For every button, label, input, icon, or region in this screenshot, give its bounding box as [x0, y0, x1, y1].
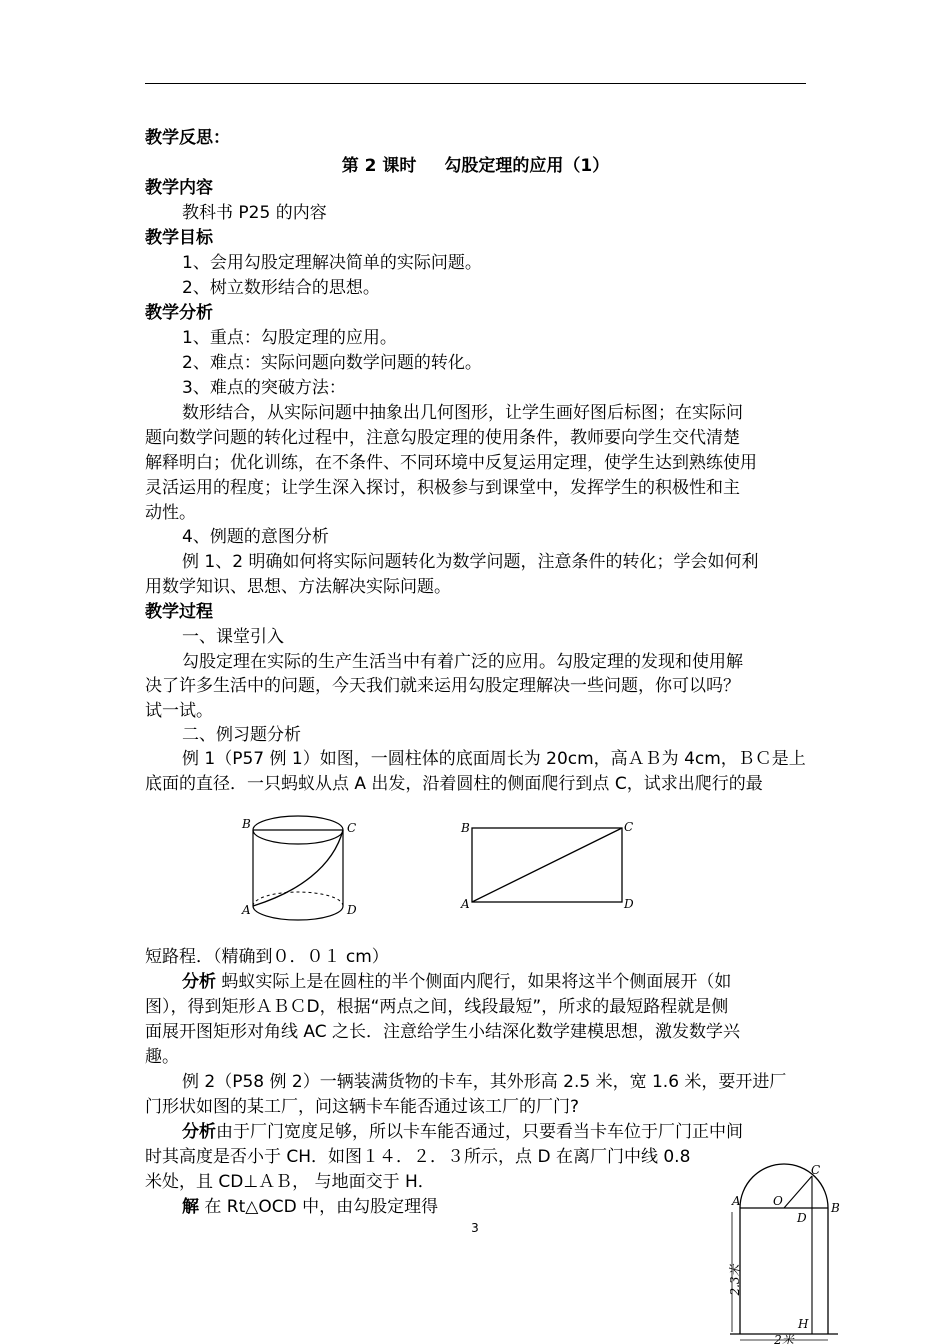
example1-tail: 短路程．（精确到０．０１ cm） — [145, 947, 389, 967]
example1-analysis-line: 面展开图矩形对角线 AC 之长．注意给学生小结深化数学建模思想，激发数学兴 — [145, 1022, 741, 1042]
example1-analysis-line: 图），得到矩形ＡＢＣD，根据“两点之间，线段最短”，所求的最短路程就是侧 — [145, 997, 729, 1017]
intent-line: 用数学知识、思想、方法解决实际问题。 — [145, 577, 451, 597]
intent-heading: 4、例题的意图分析 — [182, 527, 329, 547]
label-b: B — [831, 1201, 840, 1215]
label-b: B — [242, 817, 251, 831]
label-a: A — [461, 897, 470, 911]
example2-analysis-line — [182, 1119, 802, 1145]
examples-heading: 二、例习题分析 — [182, 725, 301, 745]
label-a: A — [732, 1194, 741, 1208]
lesson-name: 勾股定理的应用（1） — [444, 156, 610, 176]
height-label: 2.3米 — [728, 1264, 742, 1296]
label-h: H — [798, 1317, 809, 1331]
method-line: 动性。 — [145, 503, 196, 523]
label-d: D — [347, 903, 357, 917]
rectangle-figure — [458, 818, 638, 912]
label-b: B — [461, 821, 470, 835]
method-line: 题向数学问题的转化过程中，注意勾股定理的使用条件，教师要向学生交代清楚 — [145, 428, 740, 448]
label-c: C — [624, 820, 634, 834]
goal-item: 1、会用勾股定理解决简单的实际问题。 — [182, 253, 482, 273]
solution-line — [182, 1194, 702, 1220]
analysis-item: 3、难点的突破方法： — [182, 378, 346, 398]
content-heading: 教学内容 — [145, 178, 213, 198]
label-d: D — [624, 897, 634, 911]
example1-line: 底面的直径．一只蚂蚁从点 A 出发，沿着圆柱的侧面爬行到点 C，试求出爬行的最 — [145, 774, 763, 794]
lesson-number: 第 2 课时 — [341, 156, 417, 176]
analysis-label: 分析 — [182, 972, 216, 992]
example2-line: 例 2（P58 例 2）一辆装满货物的卡车，其外形高 2.5 米，宽 1.6 米，要开进厂 — [182, 1072, 787, 1092]
header-rule — [145, 83, 806, 84]
solution-text: 在 Rt△OCD 中，由勾股定理得 — [199, 1197, 439, 1217]
analysis-text: 蚂蚁实际上是在圆柱的半个侧面内爬行，如果将这半个侧面展开（如 — [216, 972, 732, 992]
lesson-title — [145, 151, 806, 176]
analysis-item: 1、重点：勾股定理的应用。 — [182, 328, 397, 348]
intro-line: 决了许多生活中的问题，今天我们就来运用勾股定理解决一些问题，你可以吗？ — [145, 676, 740, 696]
label-d: D — [797, 1211, 807, 1225]
example2-analysis-line: 时其高度是否小于 CH．如图１４．２．３所示，点 D 在离厂门中线 0.8 — [145, 1147, 691, 1167]
reflection-heading: 教学反思： — [145, 128, 230, 148]
process-heading: 教学过程 — [145, 602, 213, 622]
label-c: C — [347, 821, 357, 835]
example1-analysis-line: 趣。 — [145, 1047, 179, 1067]
width-label: 2米 — [774, 1333, 794, 1344]
label-o: O — [773, 1194, 783, 1208]
intro-heading: 一、课堂引入 — [182, 627, 284, 647]
analysis-item: 2、难点：实际问题向数学问题的转化。 — [182, 353, 482, 373]
example1-analysis-line — [182, 969, 806, 995]
analysis-heading: 教学分析 — [145, 303, 213, 323]
analysis-label: 分析 — [182, 1122, 216, 1142]
intent-line: 例 1、2 明确如何将实际问题转化为数学问题，注意条件的转化；学会如何利 — [182, 552, 759, 572]
example1-line: 例 1（P57 例 1）如图，一圆柱体的底面周长为 20cm，高ＡＢ为 4cm，ＢＣ是上 — [182, 749, 806, 769]
method-line: 数形结合，从实际问题中抽象出几何图形，让学生画好图后标图；在实际问 — [182, 403, 743, 423]
label-a: A — [242, 903, 251, 917]
cylinder-figure — [238, 812, 368, 924]
goals-heading: 教学目标 — [145, 228, 213, 248]
solution-label: 解 — [182, 1197, 199, 1217]
intro-line: 勾股定理在实际的生产生活当中有着广泛的应用。勾股定理的发现和使用解 — [182, 652, 743, 672]
method-line: 解释明白；优化训练，在不条件、不同环境中反复运用定理，使学生达到熟练使用 — [145, 453, 757, 473]
content-text: 教科书 P25 的内容 — [182, 203, 327, 223]
page-number: 3 — [471, 1221, 479, 1235]
goal-item: 2、树立数形结合的思想。 — [182, 278, 380, 298]
analysis-text: 由于厂门宽度足够，所以卡车能否通过，只要看当卡车位于厂门正中间 — [216, 1122, 743, 1142]
example2-line: 门形状如图的某工厂，问这辆卡车能否通过该工厂的厂门? — [145, 1097, 580, 1117]
intro-line: 试一试。 — [145, 701, 213, 721]
method-line: 灵活运用的程度；让学生深入探讨，积极参与到课堂中，发挥学生的积极性和主 — [145, 478, 740, 498]
example2-analysis-line: 米处，且 CD⊥ＡＢ， 与地面交于 H． — [145, 1172, 435, 1192]
label-c: C — [811, 1163, 821, 1177]
gate-figure — [722, 1162, 848, 1344]
